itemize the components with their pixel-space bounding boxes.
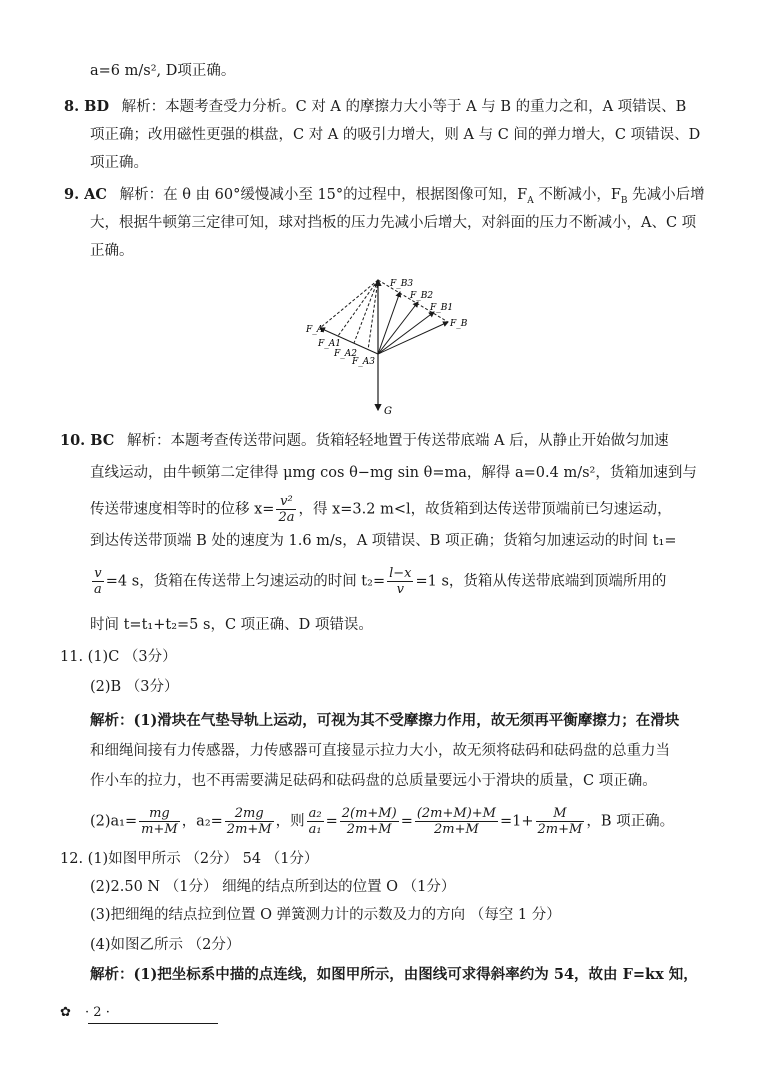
- denominator: m+M: [141, 822, 178, 837]
- text-line: (2)2.50 N （1分） 细绳的结点所到达的位置 O （1分）: [90, 879, 456, 895]
- text-line: 到达传送带顶端 B 处的速度为 1.6 m/s，A 项错误、B 项正确；货箱匀加速运动的时间 t₁=: [90, 533, 677, 549]
- fraction: [415, 806, 498, 837]
- text-span: =1 s，货箱从传送带底端到顶端所用的: [415, 573, 667, 590]
- question-12: 12. (1)如图甲所示 （2分） 54 （1分）: [60, 851, 319, 867]
- footer-rule: [88, 1023, 218, 1024]
- numerator: 2(m+M): [341, 806, 397, 821]
- text-line: (4)如图乙所示 （2分）: [90, 937, 241, 953]
- explanation: 先减小后增: [632, 187, 705, 203]
- explanation: 解析：本题考查受力分析。C 对 A 的摩擦力大小等于 A 与 B 的重力之和，A 项错误、B: [121, 99, 687, 115]
- fraction: [536, 806, 585, 837]
- page-footer: [60, 1005, 110, 1020]
- text-line: 项正确；改用磁性更强的棋盘，C 对 A 的吸引力增大，则 A 与 C 间的弹力增大，C 项错误、D: [90, 127, 701, 143]
- diagram-label: F_A1: [318, 339, 341, 349]
- subscript: B: [620, 195, 628, 206]
- diagram-label: F_A: [306, 325, 324, 335]
- denominator: 2m+M: [537, 822, 583, 837]
- text-line: [90, 964, 698, 986]
- answer-label: 10. BC: [60, 432, 115, 449]
- fraction: [387, 566, 413, 597]
- denominator: 2m+M: [226, 822, 272, 837]
- diagram-label: F_A3: [352, 357, 375, 367]
- explanation: 不断减小，F: [538, 187, 621, 203]
- text-span: ，得 x=3.2 m<l，故货箱到达传送带顶端前已匀速运动，: [298, 501, 672, 518]
- fraction: [307, 806, 324, 837]
- text-line: 大，根据牛顿第三定律可知，球对挡板的压力先减小后增大，对斜面的压力不断减小，A、C 项: [90, 215, 697, 231]
- footer-logo-icon: ✿: [60, 1005, 71, 1020]
- explanation: 解析：在 θ 由 60°缓慢减小至 15°的过程中，根据图像可知，F: [119, 187, 528, 203]
- fraction: [225, 806, 274, 837]
- diagram-label: F_B3: [390, 279, 414, 289]
- text-line: 和细绳间接有力传感器，力传感器可直接显示拉力大小，故无须将砝码和砝码盘的总重力当: [90, 743, 670, 759]
- text-line: 直线运动，由牛顿第二定律得 μmg cos θ−mg sin θ=ma，解得 a=0.4 m/s²，货箱加速到与: [90, 465, 697, 481]
- page-number: · 2 ·: [85, 1005, 110, 1020]
- text-span: (2)a₁=: [90, 813, 138, 830]
- denominator: 2m+M: [434, 822, 479, 837]
- denominator: 2m+M: [346, 822, 392, 837]
- fraction: [276, 494, 296, 525]
- subscript: A: [527, 195, 534, 206]
- formula-line: [90, 806, 674, 837]
- text-line: (2)B （3分）: [90, 679, 179, 695]
- text-span: =: [400, 813, 413, 830]
- text-span: ，a₂=: [181, 813, 223, 830]
- text-span: =1+: [500, 813, 534, 830]
- denominator: a₁: [308, 822, 322, 837]
- answer-label: 9. AC: [64, 186, 107, 203]
- text-line: 作小车的拉力，也不再需要满足砝码和砝码盘的总质量要远小于滑块的质量，C 项正确。: [90, 773, 657, 789]
- diagram-label: F_B: [450, 319, 468, 329]
- text-span: ，则: [275, 813, 305, 830]
- explanation: 解析：本题考查传送带问题。货箱轻轻地置于传送带底端 A 后，从静止开始做匀加速: [126, 433, 669, 449]
- text-line: 时间 t=t₁+t₂=5 s，C 项正确、D 项错误。: [90, 617, 373, 633]
- question-11: 11. (1)C （3分）: [60, 649, 177, 665]
- denominator: a: [94, 582, 102, 597]
- diagram-label: G: [384, 406, 392, 417]
- numerator: a₂: [308, 806, 322, 821]
- fraction: [92, 566, 104, 597]
- answer-label: 8. BD: [64, 98, 110, 115]
- text-line: 正确。: [90, 243, 134, 259]
- denominator: 2a: [278, 510, 295, 525]
- force-diagram: [300, 270, 480, 420]
- fraction: [340, 806, 399, 837]
- question-9: [64, 184, 705, 206]
- text-line: a=6 m/s², D项正确。: [90, 63, 236, 79]
- question-8: [64, 96, 686, 118]
- numerator: v²: [276, 494, 296, 510]
- text-line: [90, 494, 672, 525]
- diagram-label: F_B2: [410, 291, 434, 301]
- numerator: 2mg: [225, 806, 274, 822]
- text-line: 项正确。: [90, 155, 148, 171]
- numerator: M: [536, 806, 585, 822]
- explanation: 解析：(1)滑块在气垫导轨上运动，可视为其不受摩擦力作用，故无须再平衡摩擦力；在滑块: [90, 712, 680, 729]
- text-span: =4 s，货箱在传送带上匀速运动的时间 t₂=: [105, 573, 386, 590]
- text-line: [90, 710, 679, 732]
- numerator: v: [92, 566, 104, 582]
- text-span: =: [325, 813, 338, 830]
- text-line: [90, 566, 666, 597]
- numerator: l−x: [389, 566, 412, 581]
- diagram-label: F_B1: [430, 303, 454, 313]
- explanation: 解析：(1)把坐标系中描的点连线，如图甲所示，由图线可求得斜率约为 54，故由 F=kx 知，: [90, 966, 698, 983]
- text-span: ，B 项正确。: [586, 813, 675, 830]
- diagram-label: F_A2: [334, 349, 357, 359]
- text-span: 传送带速度相等时的位移 x=: [90, 501, 275, 518]
- denominator: v: [396, 582, 404, 597]
- numerator: (2m+M)+M: [416, 806, 496, 821]
- text-line: (3)把细绳的结点拉到位置 O 弹簧测力计的示数及力的方向 （每空 1 分）: [90, 907, 561, 923]
- question-10: [60, 430, 669, 452]
- numerator: mg: [139, 806, 180, 822]
- fraction: [139, 806, 180, 837]
